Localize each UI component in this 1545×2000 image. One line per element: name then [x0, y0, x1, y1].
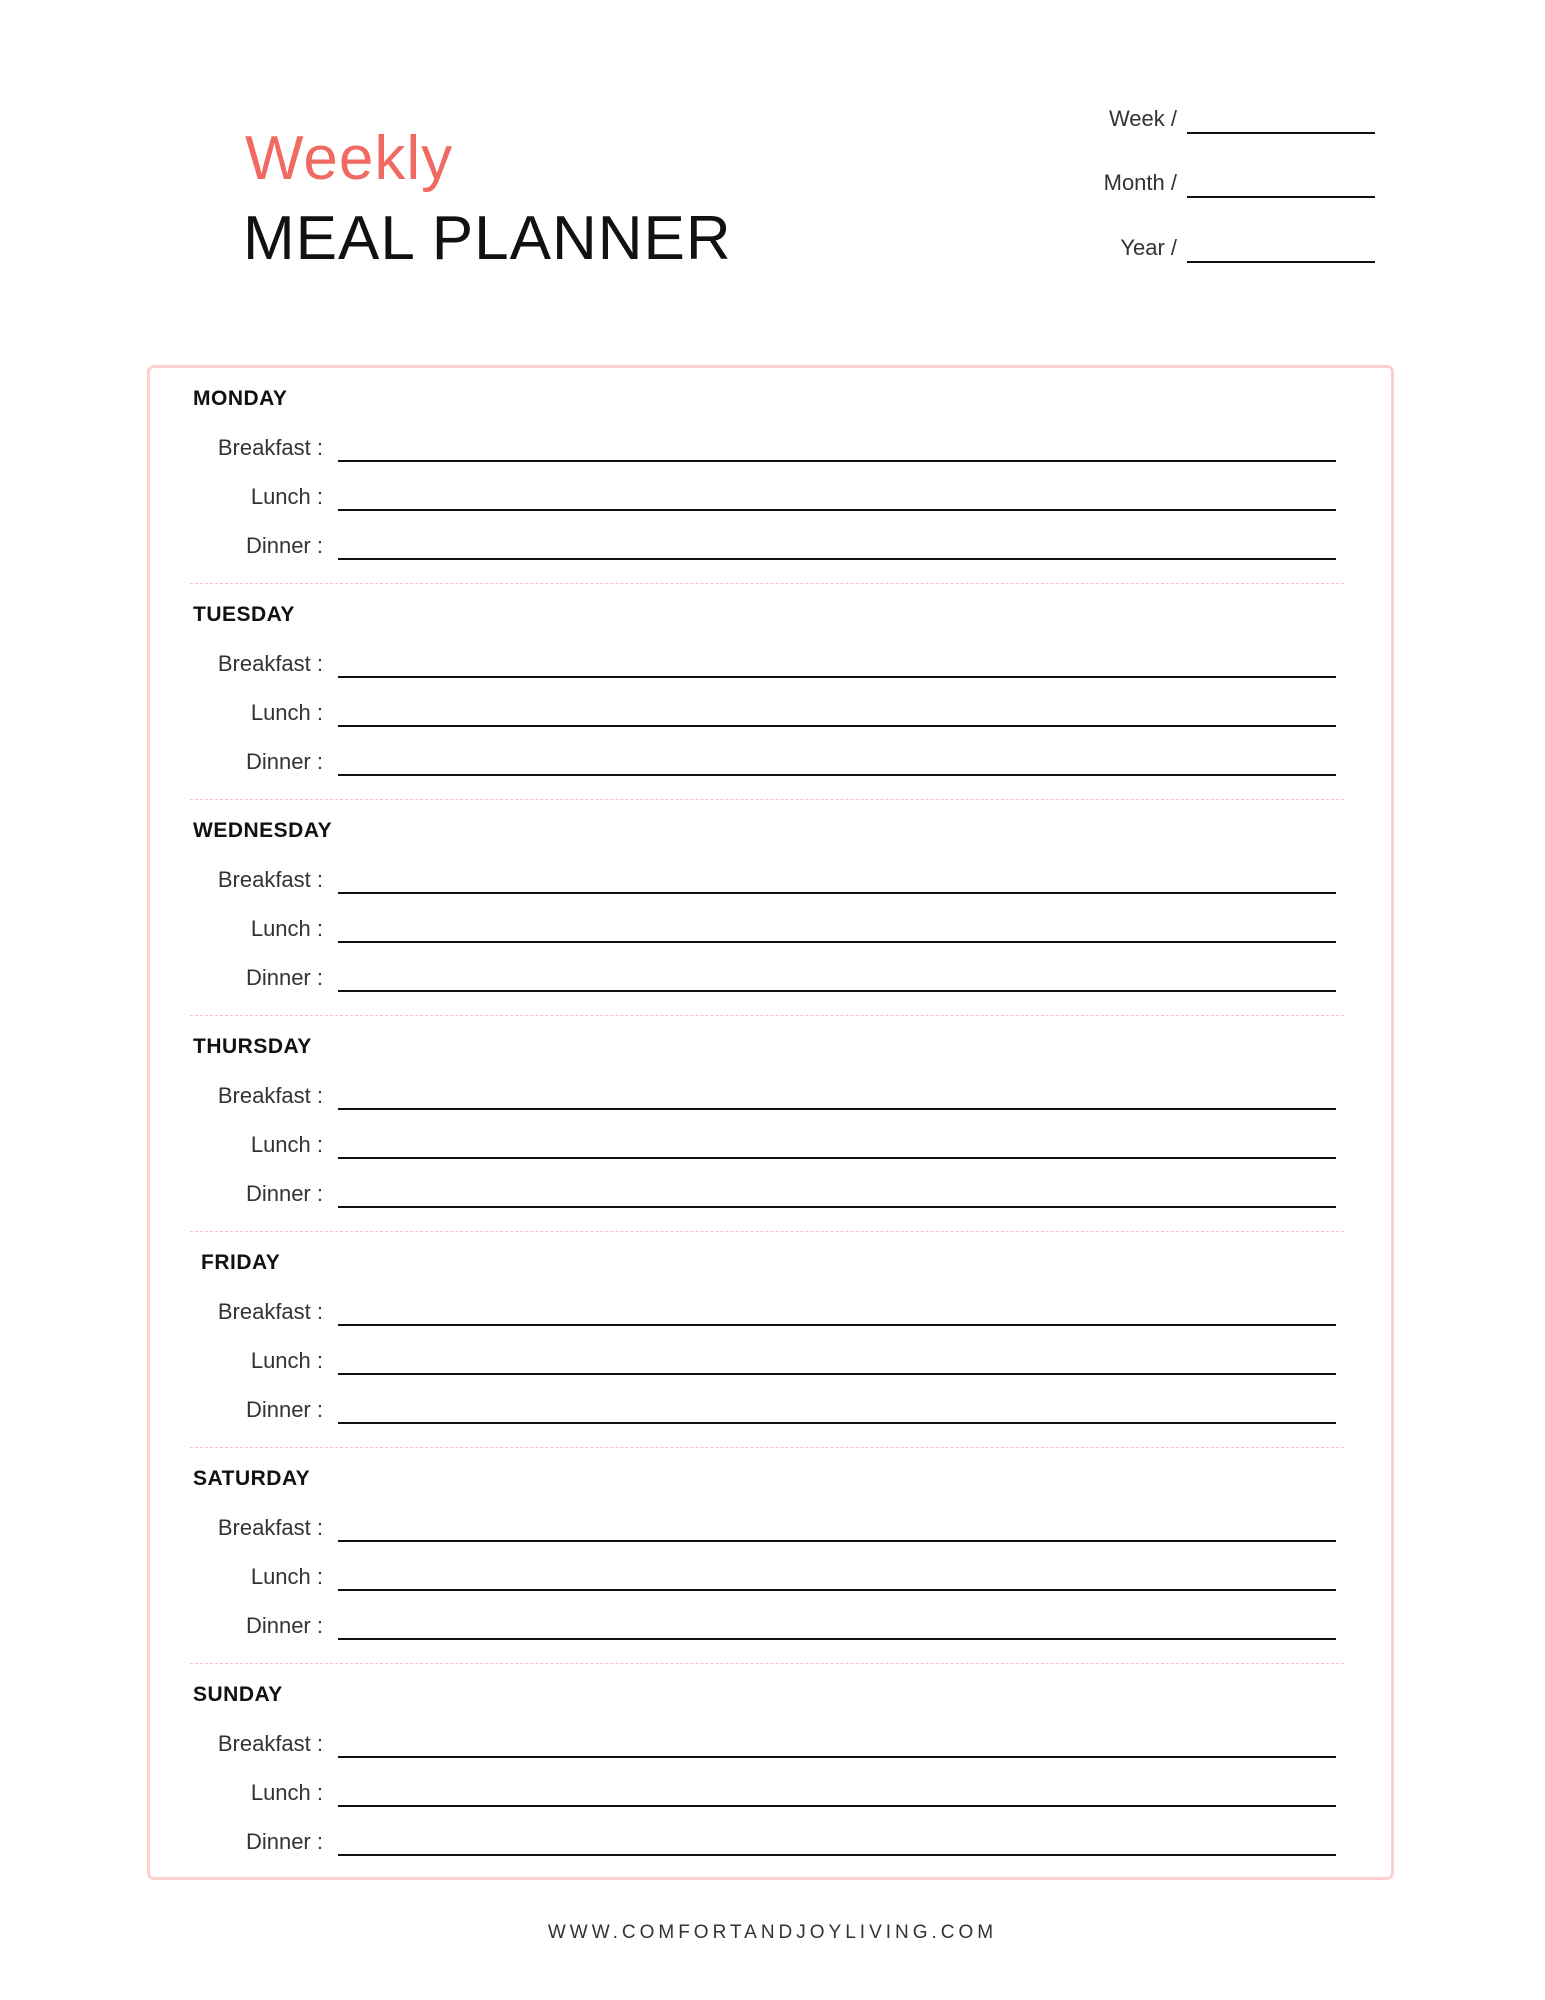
- meal-row-dinner[interactable]: [150, 963, 1391, 993]
- meal-row-breakfast[interactable]: [150, 1513, 1391, 1543]
- week-field[interactable]: [1109, 108, 1375, 130]
- day-name: SUNDAY: [193, 1683, 283, 1706]
- meal-row-lunch[interactable]: [150, 1778, 1391, 1808]
- meal-input-line[interactable]: [338, 558, 1336, 560]
- meal-input-line[interactable]: [338, 1157, 1336, 1159]
- day-name: MONDAY: [193, 387, 288, 410]
- day-friday: [150, 1232, 1391, 1448]
- week-input-line[interactable]: [1187, 132, 1375, 134]
- meal-label: Dinner :: [245, 533, 323, 558]
- meal-row-dinner[interactable]: [150, 1611, 1391, 1641]
- meal-input-line[interactable]: [338, 1108, 1336, 1110]
- meal-row-breakfast[interactable]: [150, 1081, 1391, 1111]
- meal-label: Dinner :: [245, 1829, 323, 1854]
- meal-label: Lunch :: [250, 1564, 323, 1589]
- meal-input-line[interactable]: [338, 1540, 1336, 1542]
- meal-row-lunch[interactable]: [150, 482, 1391, 512]
- week-label: Week /: [1108, 106, 1177, 131]
- meal-input-line[interactable]: [338, 1324, 1336, 1326]
- day-tuesday: [150, 584, 1391, 800]
- day-name: WEDNESDAY: [193, 819, 333, 842]
- meal-label: Breakfast :: [217, 1083, 323, 1108]
- meal-input-line[interactable]: [338, 1206, 1336, 1208]
- meal-label: Dinner :: [245, 1613, 323, 1638]
- page-title: MEAL PLANNER: [243, 204, 732, 273]
- meal-input-line[interactable]: [338, 676, 1336, 678]
- meal-label: Lunch :: [250, 700, 323, 725]
- meal-row-breakfast[interactable]: [150, 1297, 1391, 1327]
- day-sunday: [150, 1664, 1391, 1880]
- meal-row-lunch[interactable]: [150, 914, 1391, 944]
- meal-input-line[interactable]: [338, 1373, 1336, 1375]
- day-name: TUESDAY: [193, 603, 295, 626]
- meal-label: Dinner :: [245, 1181, 323, 1206]
- meal-label: Breakfast :: [217, 1299, 323, 1324]
- year-label: Year /: [1120, 235, 1177, 260]
- meal-label: Breakfast :: [217, 435, 323, 460]
- meal-input-line[interactable]: [338, 1638, 1336, 1640]
- day-name: FRIDAY: [201, 1251, 281, 1274]
- month-input-line[interactable]: [1187, 196, 1375, 198]
- meal-label: Dinner :: [245, 749, 323, 774]
- day-saturday: [150, 1448, 1391, 1664]
- day-monday: [150, 368, 1391, 584]
- planner-box: [147, 365, 1394, 1880]
- meal-row-lunch[interactable]: [150, 1562, 1391, 1592]
- meal-input-line[interactable]: [338, 725, 1336, 727]
- meal-input-line[interactable]: [338, 892, 1336, 894]
- meal-row-dinner[interactable]: [150, 531, 1391, 561]
- footer-url: WWW.COMFORTANDJOYLIVING.COM: [547, 1922, 998, 1943]
- month-field[interactable]: [1104, 172, 1375, 194]
- day-name: THURSDAY: [193, 1035, 312, 1058]
- meal-row-dinner[interactable]: [150, 1827, 1391, 1857]
- day-name: SATURDAY: [193, 1467, 311, 1490]
- title-weekly: Weekly: [245, 124, 454, 193]
- meal-input-line[interactable]: [338, 460, 1336, 462]
- meal-input-line[interactable]: [338, 1422, 1336, 1424]
- meal-input-line[interactable]: [338, 941, 1336, 943]
- meal-row-breakfast[interactable]: [150, 433, 1391, 463]
- meal-label: Lunch :: [250, 1348, 323, 1373]
- meal-row-lunch[interactable]: [150, 698, 1391, 728]
- meal-row-breakfast[interactable]: [150, 649, 1391, 679]
- meal-input-line[interactable]: [338, 1756, 1336, 1758]
- meal-row-breakfast[interactable]: [150, 865, 1391, 895]
- meal-label: Lunch :: [250, 916, 323, 941]
- meal-row-dinner[interactable]: [150, 1395, 1391, 1425]
- year-input-line[interactable]: [1187, 261, 1375, 263]
- meal-input-line[interactable]: [338, 1589, 1336, 1591]
- meal-input-line[interactable]: [338, 1805, 1336, 1807]
- meal-label: Lunch :: [250, 1780, 323, 1805]
- day-wednesday: [150, 800, 1391, 1016]
- meal-label: Dinner :: [245, 965, 323, 990]
- meal-label: Breakfast :: [217, 651, 323, 676]
- meal-row-dinner[interactable]: [150, 747, 1391, 777]
- month-label: Month /: [1103, 170, 1177, 195]
- meal-row-breakfast[interactable]: [150, 1729, 1391, 1759]
- meal-input-line[interactable]: [338, 509, 1336, 511]
- day-thursday: [150, 1016, 1391, 1232]
- meal-row-lunch[interactable]: [150, 1130, 1391, 1160]
- meal-row-dinner[interactable]: [150, 1179, 1391, 1209]
- meal-label: Dinner :: [245, 1397, 323, 1422]
- meal-label: Lunch :: [250, 1132, 323, 1157]
- meal-label: Lunch :: [250, 484, 323, 509]
- meal-input-line[interactable]: [338, 774, 1336, 776]
- year-field[interactable]: [1120, 237, 1375, 259]
- meal-label: Breakfast :: [217, 1515, 323, 1540]
- meal-label: Breakfast :: [217, 867, 323, 892]
- meal-row-lunch[interactable]: [150, 1346, 1391, 1376]
- meal-input-line[interactable]: [338, 990, 1336, 992]
- meal-label: Breakfast :: [217, 1731, 323, 1756]
- meal-input-line[interactable]: [338, 1854, 1336, 1856]
